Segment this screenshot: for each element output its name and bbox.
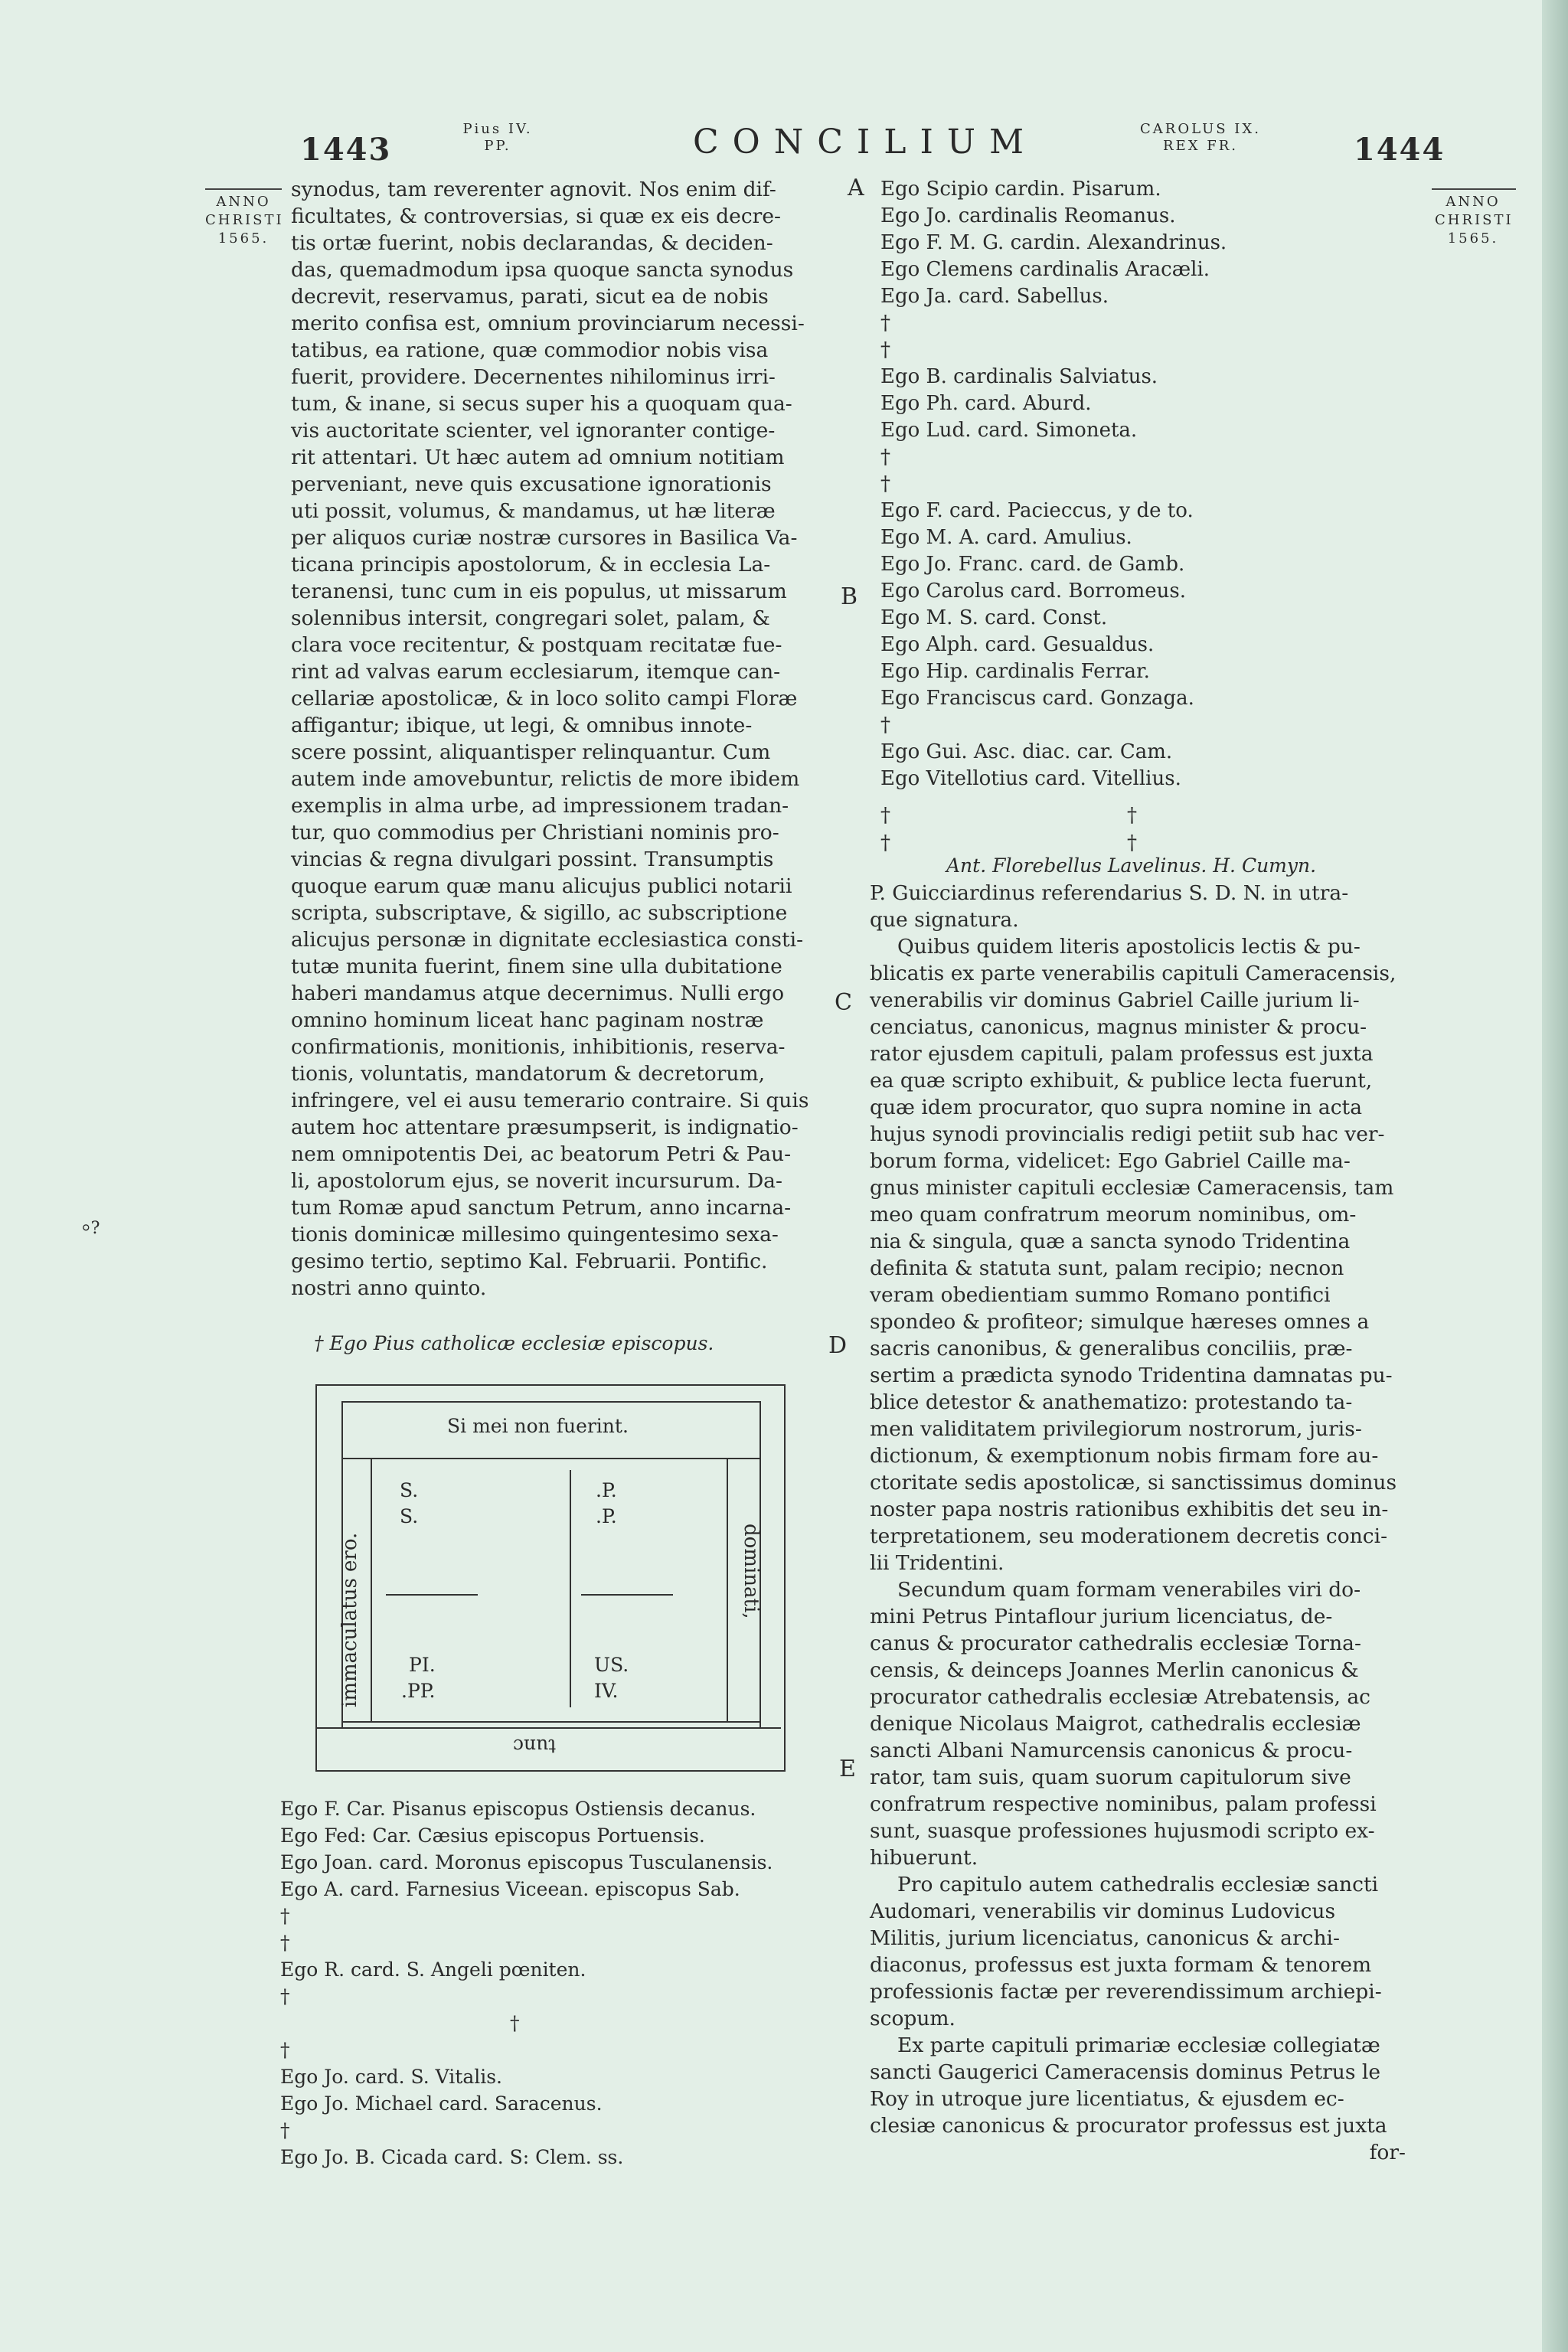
rota-rule-middle-left <box>386 1594 478 1596</box>
rota-cell-pp: .PP. <box>401 1680 436 1702</box>
signature-line: Ego Vitellotius card. Vitellius. <box>880 767 1181 790</box>
page-number-right: 1444 <box>1354 132 1446 168</box>
cross-pair-2-left: † <box>880 831 890 854</box>
signature-line: Ego Ph. card. Aburd. <box>880 392 1092 415</box>
text-line: Secundum quam formam venerabiles viri do- <box>897 1578 1361 1602</box>
text-line: rator ejusdem capituli, palam professus est juxta <box>870 1042 1374 1066</box>
text-line: nostri anno quinto. <box>291 1276 487 1300</box>
signature-line: † <box>280 2039 290 2061</box>
text-line: tutæ munita fuerint, finem sine ulla dubitatione <box>291 955 782 978</box>
text-line: ticana principis apostolorum, & in ecclesia La- <box>291 553 771 577</box>
margin-note-right <box>1435 193 1514 248</box>
page-edge <box>1542 0 1568 2352</box>
pope-signature: † Ego Pius catholicæ ecclesiæ episcopus. <box>314 1332 714 1354</box>
text-line: ea quæ scripto exhibuit, & publice lecta fuerunt, <box>870 1069 1373 1093</box>
text-line: tum, & inane, si secus super his a quoquam qua- <box>291 392 792 416</box>
pope-label-line2: PP. <box>484 138 511 154</box>
text-line: lii Tridentini. <box>870 1551 1004 1575</box>
text-line: Ex parte capituli primariæ ecclesiæ collegiatæ <box>897 2034 1380 2057</box>
signature-line: Ego Scipio cardin. Pisarum. <box>880 178 1161 201</box>
text-line: denique Nicolaus Maigrot, cathedralis ecclesiæ <box>870 1712 1361 1736</box>
king-label <box>1132 121 1269 155</box>
rota-line-right-inner <box>727 1458 728 1721</box>
rota-line-center <box>570 1470 571 1707</box>
text-line: tionis dominicæ millesimo quingentesimo sexa- <box>291 1223 779 1246</box>
text-line: clesiæ canonicus & procurator professus est juxta <box>870 2114 1387 2138</box>
cross-pair-1-left: † <box>880 804 890 827</box>
text-line: omnino hominum liceat hanc paginam nostræ <box>291 1008 764 1032</box>
rota-right-text: dominati, <box>740 1524 763 1619</box>
text-line: blice detestor & anathematizo: protestando ta- <box>870 1390 1353 1414</box>
text-line: professionis factæ per reverendissimum archiepi- <box>870 1980 1382 2004</box>
rota-rule-top <box>341 1401 760 1403</box>
signature-line: † <box>280 2119 290 2141</box>
right-signatures <box>880 176 1370 792</box>
cross-pair-2-right: † <box>1127 831 1137 854</box>
text-line: diaconus, professus est juxta formam & tenorem <box>870 1953 1372 1977</box>
text-line: nem omnipotentis Dei, ac beatorum Petri & Pau- <box>291 1142 792 1166</box>
text-line: rint ad valvas earum ecclesiarum, itemque can- <box>291 660 781 684</box>
margin-rule-right <box>1432 188 1516 190</box>
margin-note-right-line2: CHRISTI <box>1435 212 1514 228</box>
text-line: per aliquos curiæ nostræ cursores in Basilica Va- <box>291 526 798 550</box>
signature-line: Ego Jo. cardinalis Reomanus. <box>880 204 1176 227</box>
text-line: scripta, subscriptave, & sigillo, ac subscriptione <box>291 901 788 925</box>
text-line: sertim a prædicta synodo Tridentina damnatas pu- <box>870 1364 1393 1387</box>
margin-rule-left <box>205 188 282 190</box>
text-line: sunt, suasque professiones hujusmodi scripto ex- <box>870 1819 1375 1843</box>
text-line: tatibus, ea ratione, quæ commodior nobis visa <box>291 338 769 362</box>
stray-mark: ⸰? <box>81 1219 100 1238</box>
text-line: cellariæ apostolicæ, & in loco solito campi Floræ <box>291 687 798 710</box>
king-label-line2: REX FR. <box>1163 138 1238 154</box>
text-line: haberi mandamus atque decernimus. Nulli ergo <box>291 982 785 1005</box>
text-line: rator, tam suis, quam suorum capitulorum sive <box>870 1766 1351 1789</box>
signature-line: Ego Jo. card. S. Vitalis. <box>280 2066 502 2088</box>
section-letter-b: B <box>841 583 858 610</box>
signature-line: Ego Fed: Car. Cæsius episcopus Portuensis. <box>280 1824 705 1847</box>
text-line: veram obedientiam summo Romano pontifici <box>870 1283 1331 1307</box>
text-line: infringere, vel ei ausu temerario contraire. Si quis <box>291 1089 809 1112</box>
text-line: cenciatus, canonicus, magnus minister & procu- <box>870 1015 1367 1039</box>
text-line: hujus synodi provincialis redigi petiit sub hac ver- <box>870 1122 1385 1146</box>
signature-line: † <box>510 2012 520 2034</box>
text-line: affigantur; ibique, ut legi, & omnibus innote- <box>291 714 753 737</box>
text-line: Audomari, venerabilis vir dominus Ludovicus <box>870 1900 1336 1923</box>
section-letter-d: D <box>828 1332 848 1359</box>
margin-note-left <box>205 193 282 248</box>
text-line: Roy in utroque jure licentiatus, & ejusdem ec- <box>870 2087 1344 2111</box>
signature-line: Ego Alph. card. Gesualdus. <box>880 633 1155 656</box>
rota-rule-bottom-inner <box>341 1721 760 1723</box>
signature-line: Ego Jo. Franc. card. de Gamb. <box>880 553 1185 576</box>
rota-line-left-inner <box>371 1458 372 1721</box>
text-line: fuerit, providere. Decernentes nihilominus irri- <box>291 365 776 389</box>
text-line: sacris canonibus, & generalibus conciliis, præ- <box>870 1337 1353 1361</box>
signature-line: Ego Lud. card. Simoneta. <box>880 419 1138 442</box>
left-column-text <box>291 176 836 1302</box>
text-line: men validitatem privilegiorum nostrorum, juris- <box>870 1417 1362 1441</box>
text-line: solennibus intersit, congregari solet, palam, & <box>291 606 770 630</box>
text-line: vis auctoritate scienter, vel ignoranter contige- <box>291 419 776 443</box>
text-line: alicujus personæ in dignitate ecclesiastica consti- <box>291 928 804 952</box>
rota-cell-s2: S. <box>400 1505 419 1527</box>
text-line: borum forma, videlicet: Ego Gabriel Caille ma- <box>870 1149 1351 1173</box>
signature-line: Ego M. S. card. Const. <box>880 606 1108 629</box>
running-title: CONCILIUM <box>693 122 1038 162</box>
text-line: meo quam confratrum meorum nominibus, om- <box>870 1203 1357 1227</box>
rota-cell-pi: PI. <box>409 1654 436 1676</box>
left-signatures <box>280 1796 825 2171</box>
margin-note-right-line1: ANNO <box>1446 194 1501 210</box>
signature-line: Ego Jo. Michael card. Saracenus. <box>280 2092 603 2115</box>
signature-line: Ego Jo. B. Cicada card. S: Clem. ss. <box>280 2146 624 2168</box>
text-line: hibuerunt. <box>870 1846 978 1870</box>
rota-left-text: immaculatus ero. <box>338 1532 361 1707</box>
text-line: uti possit, volumus, & mandamus, ut hæ literæ <box>291 499 776 523</box>
king-label-line1: CAROLUS IX. <box>1140 121 1261 137</box>
text-line: Militis, jurium licenciatus, canonicus & archi- <box>870 1926 1340 1950</box>
text-line: dictionum, & exemptionum nobis firmam fore au- <box>870 1444 1379 1468</box>
rota-table <box>315 1384 786 1772</box>
signature-line: Ego Gui. Asc. diac. car. Cam. <box>880 740 1173 763</box>
section-letter-c: C <box>835 989 852 1016</box>
rota-bottom-text: tunc <box>513 1735 557 1757</box>
text-line: confirmationis, monitionis, inhibitionis, reserva- <box>291 1035 786 1059</box>
text-line: clara voce recitentur, & postquam recitatæ fue- <box>291 633 782 657</box>
signature-line: Ego F. Car. Pisanus episcopus Ostiensis decanus. <box>280 1798 756 1820</box>
signature-line: Ego M. A. card. Amulius. <box>880 526 1132 549</box>
signature-line: Ego Carolus card. Borromeus. <box>880 580 1187 603</box>
right-column-text <box>870 880 1406 2167</box>
signature-line: † <box>880 446 890 469</box>
page-number-left: 1443 <box>300 132 392 168</box>
text-line: exemplis in alma urbe, ad impressionem tradan- <box>291 794 789 818</box>
text-line: tum Romæ apud sanctum Petrum, anno incarna- <box>291 1196 792 1220</box>
rota-top-text: Si mei non fuerint. <box>447 1415 629 1437</box>
rota-rule-top-inner <box>341 1458 760 1459</box>
text-line: P. Guicciardinus referendarius S. D. N. in utra- <box>870 881 1349 905</box>
text-line: autem hoc attentare præsumpserit, is indignatio- <box>291 1116 799 1139</box>
signature-line: Ego B. cardinalis Salviatus. <box>880 365 1158 388</box>
margin-note-right-line3: 1565. <box>1447 230 1499 247</box>
notaries-line: Ant. Florebellus Lavelinus. H. Cumyn. <box>946 854 1317 877</box>
text-line: tis ortæ fuerint, nobis declarandas, & deciden- <box>291 231 773 255</box>
text-line: nia & singula, quæ a sancta synodo Tridentina <box>870 1230 1351 1253</box>
section-letter-a: A <box>848 175 864 201</box>
text-line: tur, quo commodius per Christiani nominis pro- <box>291 821 779 844</box>
text-line: scere possint, aliquantisper relinquantur. Cum <box>291 740 771 764</box>
text-line: vincias & regna divulgari possint. Transumptis <box>291 848 774 871</box>
text-line: decrevit, reservamus, parati, sicut ea de nobis <box>291 285 769 309</box>
rota-cell-s1: S. <box>400 1479 419 1501</box>
signature-line: Ego Clemens cardinalis Aracæli. <box>880 258 1210 281</box>
text-line: procurator cathedralis ecclesiæ Atrebatensis, ac <box>870 1685 1371 1709</box>
pope-label <box>459 121 536 155</box>
signature-line: Ego R. card. S. Angeli pœniten. <box>280 1958 586 1981</box>
text-line: ficultates, & controversias, si quæ ex eis decre- <box>291 204 781 228</box>
margin-note-left-line2: CHRISTI <box>205 212 284 228</box>
signature-line: † <box>880 714 890 737</box>
margin-note-left-line3: 1565. <box>217 230 270 247</box>
text-line: gesimo tertio, septimo Kal. Februarii. Pontific. <box>291 1250 768 1273</box>
margin-note-left-line1: ANNO <box>216 194 271 210</box>
signature-line: † <box>280 1932 290 1954</box>
text-line: autem inde amovebuntur, relictis de more ibidem <box>291 767 800 791</box>
text-line: sancti Albani Namurcensis canonicus & procu- <box>870 1739 1353 1762</box>
text-line: spondeo & profiteor; simulque hæreses omnes a <box>870 1310 1370 1334</box>
text-line: tionis, voluntatis, mandatorum & decretorum, <box>291 1062 766 1086</box>
text-line: blicatis ex parte venerabilis capituli Cameracensis, <box>870 962 1396 985</box>
text-line: for- <box>1369 2141 1406 2164</box>
signature-line: Ego Ja. card. Sabellus. <box>880 285 1109 308</box>
text-line: scopum. <box>870 2007 956 2030</box>
text-line: merito confisa est, omnium provinciarum necessi- <box>291 312 805 335</box>
rota-rule-bottom <box>317 1727 781 1729</box>
text-line: venerabilis vir dominus Gabriel Caille jurium li- <box>870 988 1360 1012</box>
rota-cell-p1: .P. <box>596 1479 617 1501</box>
text-line: teranensi, tunc cum in eis populus, ut missarum <box>291 580 787 603</box>
signature-line: Ego Franciscus card. Gonzaga. <box>880 687 1194 710</box>
text-line: rit attentari. Ut hæc autem ad omnium notitiam <box>291 446 785 469</box>
text-line: canus & procurator cathedralis ecclesiæ Torna- <box>870 1632 1361 1655</box>
text-line: perveniant, neve quis excusatione ignorationis <box>291 472 772 496</box>
rota-cell-iv: IV. <box>594 1680 619 1702</box>
signature-line: Ego Hip. cardinalis Ferrar. <box>880 660 1150 683</box>
rota-rule-middle-right <box>581 1594 673 1596</box>
signature-line: † <box>280 1905 290 1927</box>
text-line: synodus, tam reverenter agnovit. Nos enim dif- <box>291 178 776 201</box>
text-line: censis, & deinceps Joannes Merlin canonicus & <box>870 1658 1359 1682</box>
rota-cell-us: US. <box>594 1654 629 1676</box>
rota-cell-p2: .P. <box>596 1505 617 1527</box>
text-line: definita & statuta sunt, palam recipio; necnon <box>870 1256 1344 1280</box>
text-line: quæ idem procurator, quo supra nomine in acta <box>870 1096 1362 1119</box>
text-line: Quibus quidem literis apostolicis lectis & pu- <box>897 935 1361 959</box>
text-line: quoque earum quæ manu alicujus publici notarii <box>291 874 792 898</box>
text-line: ctoritate sedis apostolicæ, si sanctissimus dominus <box>870 1471 1397 1494</box>
signature-line: † <box>280 1985 290 2007</box>
text-line: gnus minister capituli ecclesiæ Cameracensis, tam <box>870 1176 1394 1200</box>
text-line: terpretationem, seu moderationem decretis conci- <box>870 1524 1388 1548</box>
text-line: noster papa nostris rationibus exhibitis det seu in- <box>870 1498 1389 1521</box>
signature-line: Ego A. card. Farnesius Viceean. episcopus Sab. <box>280 1878 740 1900</box>
pope-label-line1: Pius IV. <box>462 121 533 137</box>
text-line: que signatura. <box>870 908 1019 932</box>
signature-line: Ego F. M. G. cardin. Alexandrinus. <box>880 231 1227 254</box>
signature-line: † <box>880 338 890 361</box>
signature-line: † <box>880 312 890 335</box>
text-line: confratrum respective nominibus, palam professi <box>870 1792 1377 1816</box>
cross-pair-1-right: † <box>1127 804 1137 827</box>
text-line: Pro capitulo autem cathedralis ecclesiæ sancti <box>897 1873 1379 1896</box>
signature-line: Ego F. card. Pacieccus, y de to. <box>880 499 1194 522</box>
text-line: das, quemadmodum ipsa quoque sancta synodus <box>291 258 794 282</box>
signature-line: † <box>880 472 890 495</box>
text-line: li, apostolorum ejus, se noverit incursurum. Da- <box>291 1169 782 1193</box>
text-line: sancti Gaugerici Cameracensis dominus Petrus le <box>870 2060 1381 2084</box>
text-line: mini Petrus Pintaflour jurium licenciatus, de- <box>870 1605 1333 1628</box>
signature-line: Ego Joan. card. Moronus episcopus Tusculanensis. <box>280 1851 773 1873</box>
section-letter-e: E <box>839 1756 856 1782</box>
